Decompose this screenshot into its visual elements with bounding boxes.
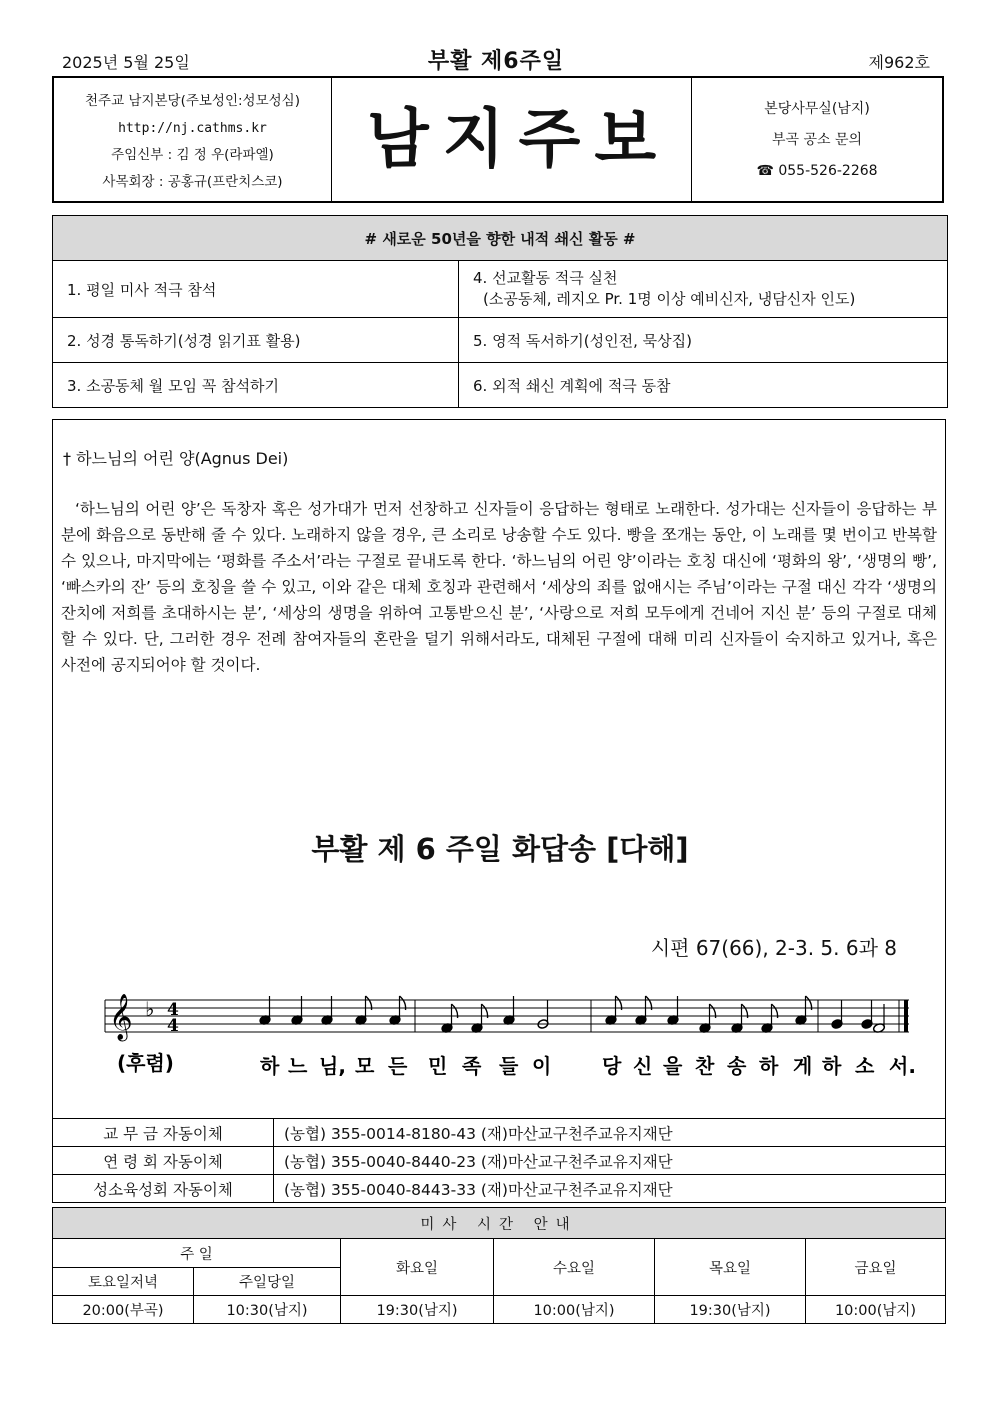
donation-label: 교 무 금 자동이체 [53, 1119, 274, 1147]
lyric-syllable: 하 [260, 1054, 280, 1078]
lyric-syllable: 느 [288, 1054, 308, 1078]
phone-number: 055-526-2268 [778, 163, 878, 179]
activity-item: 5. 영적 독서하기(성인전, 묵상집) [459, 318, 948, 363]
mass-time: 19:30(남지) [655, 1296, 806, 1324]
lyric-syllable: 하 [822, 1054, 842, 1078]
activity-item: 1. 평일 미사 적극 참석 [53, 261, 459, 318]
lyric-syllable: 족 [462, 1054, 482, 1078]
lyric-syllable: 송 [727, 1054, 747, 1078]
lyric-syllable: 을 [663, 1054, 683, 1078]
thursday-header: 목요일 [655, 1239, 806, 1296]
wednesday-header: 수요일 [494, 1239, 655, 1296]
activity-item-subtext: (소공동체, 레지오 Pr. 1명 이상 예비신자, 냉담신자 인도) [483, 290, 856, 308]
saturday-evening-header: 토요일저녁 [53, 1268, 194, 1296]
lyric-syllable: 당 [602, 1054, 622, 1078]
lyric-syllable: 신 [633, 1054, 653, 1078]
donation-account: (농협) 355-0040-8443-33 (재)마산교구천주교유지재단 [274, 1175, 946, 1203]
office-label: 본당사무실(남지) [764, 101, 870, 117]
phone-icon: ☎ [756, 163, 774, 179]
activities-heading: # 새로운 50년을 향한 내적 쇄신 활동 # [53, 216, 948, 261]
time-signature-bottom: 4 [167, 1016, 179, 1036]
lyric-syllable: 든 [388, 1054, 408, 1078]
lyric-syllable: 들 [499, 1054, 519, 1078]
mass-times-table [52, 1207, 946, 1324]
flat-icon: ♭ [145, 997, 155, 1021]
lyric-syllable: 게 [793, 1054, 813, 1078]
mass-time: 10:30(남지) [194, 1296, 341, 1324]
mass-time: 10:00(남지) [494, 1296, 655, 1324]
time-signature-top: 4 [167, 1000, 179, 1020]
tuesday-header: 화요일 [341, 1239, 494, 1296]
activity-item-text: 4. 선교활동 적극 실천 [473, 269, 618, 287]
article-body: ‘하느님의 어린 양’은 독창자 혹은 성가대가 먼저 선창하고 신자들이 응답하는 형태로 노래한다. 성가대는 신자들이 응답하는 부분에 화음으로 동반해 줄 수 있다. 노래하지 않을 경우, 큰 소리로 낭송할 수도 있다. 빵을 쪼개는 동안, 이 노래를 몇 번이고 반복할 수 있으나, 마지막에는 ‘평화를 주소서’라는 구절로 끝내도록 한다. ‘하느님의 어린 양’이라는 호칭 대신에 ‘평화의 왕’, ‘생명의 빵’, ‘빠스카의 잔’ 등의 호칭을 쓸 수 있고, 이와 같은 대체 호칭과 관련해서 ‘세상의 죄를 없애시는 주님’이라는 구절 대신 각각 ‘생명의 잔치에 저희를 초대하시는 분’, ‘세상의 생명을 위하여 고통받으신 분’, ‘사랑으로 저희 모두에게 건네어 지신 분’ 등의 구절로 대체할 수 있다. 단, 그러한 경우 전례 참여자들의 혼란을 덜기 위해서라도, 대체된 구절에 대해 미리 신자들이 숙지하고 있거나, 혹은 사전에 공지되어야 할 것이다. [61, 500, 937, 674]
issue-number: 제962호 [868, 53, 930, 72]
notes-group [259, 996, 885, 1033]
lyric-syllable: 하 [759, 1054, 779, 1078]
activity-item: 2. 성경 통독하기(성경 읽기표 활용) [53, 318, 459, 363]
issue-date: 2025년 5월 25일 [62, 53, 190, 72]
donation-table [52, 1118, 946, 1203]
bulletin-name: 남지주보 [366, 102, 671, 177]
masthead [52, 76, 944, 203]
donation-label: 성소육성회 자동이체 [53, 1175, 274, 1203]
issue-title: 부활 제6주일 [427, 49, 565, 74]
lyric-syllable: 모 [355, 1054, 375, 1078]
lyric-syllable: 님, [319, 1054, 346, 1078]
lyric-syllable: 이 [532, 1054, 552, 1078]
treble-clef-icon: 𝄞 [109, 994, 133, 1040]
mass-times-heading: 미사 시간 안내 [53, 1208, 946, 1239]
activities-table [52, 215, 948, 408]
lyric-syllable: 찬 [695, 1054, 715, 1078]
lyric-syllable: 소 [855, 1054, 875, 1078]
refrain-label: (후렴) [117, 1051, 174, 1075]
parish-name: 천주교 남지본당(주보성인:성모성심) [85, 93, 300, 109]
sunday-day-header: 주일당일 [194, 1268, 341, 1296]
lyric-syllable: 서. [889, 1054, 916, 1078]
article-box [52, 419, 946, 1119]
music-staff [103, 980, 916, 1090]
sunday-header: 주 일 [53, 1239, 341, 1268]
psalm-song-title: 부활 제 6 주일 화답송 [다해] [311, 832, 689, 866]
parish-url[interactable]: http://nj.cathms.kr [118, 121, 267, 136]
activity-item: 3. 소공동체 월 모임 꼭 참석하기 [53, 363, 459, 408]
lyric-syllable: 민 [428, 1054, 448, 1078]
inquiry-label: 부곡 공소 문의 [771, 132, 863, 148]
friday-header: 금요일 [806, 1239, 946, 1296]
activity-item: 6. 외적 쇄신 계획에 적극 동참 [459, 363, 948, 408]
phone-line [692, 156, 942, 187]
donation-row [53, 1119, 946, 1147]
donation-account: (농협) 355-0040-8440-23 (재)마산교구천주교유지재단 [274, 1147, 946, 1175]
donation-account: (농협) 355-0014-8180-43 (재)마산교구천주교유지재단 [274, 1119, 946, 1147]
council-president: 사목회장 : 공홍규(프란치스코) [102, 174, 283, 190]
article-heading: † 하느님의 어린 양(Agnus Dei) [63, 449, 289, 468]
office-contact [692, 78, 942, 201]
psalm-reference: 시편 67(66), 2-3. 5. 6과 8 [650, 936, 897, 960]
donation-row [53, 1147, 946, 1175]
mass-time: 20:00(부곡) [53, 1296, 194, 1324]
pastor-name: 주임신부 : 김 정 우(라파엘) [111, 147, 274, 163]
mass-time: 10:00(남지) [806, 1296, 946, 1324]
parish-info [54, 78, 332, 201]
bulletin-name-box [332, 78, 692, 201]
lyrics-group [260, 1054, 916, 1078]
activity-item [459, 261, 948, 318]
donation-label: 연 령 회 자동이체 [53, 1147, 274, 1175]
mass-time: 19:30(남지) [341, 1296, 494, 1324]
donation-row [53, 1175, 946, 1203]
